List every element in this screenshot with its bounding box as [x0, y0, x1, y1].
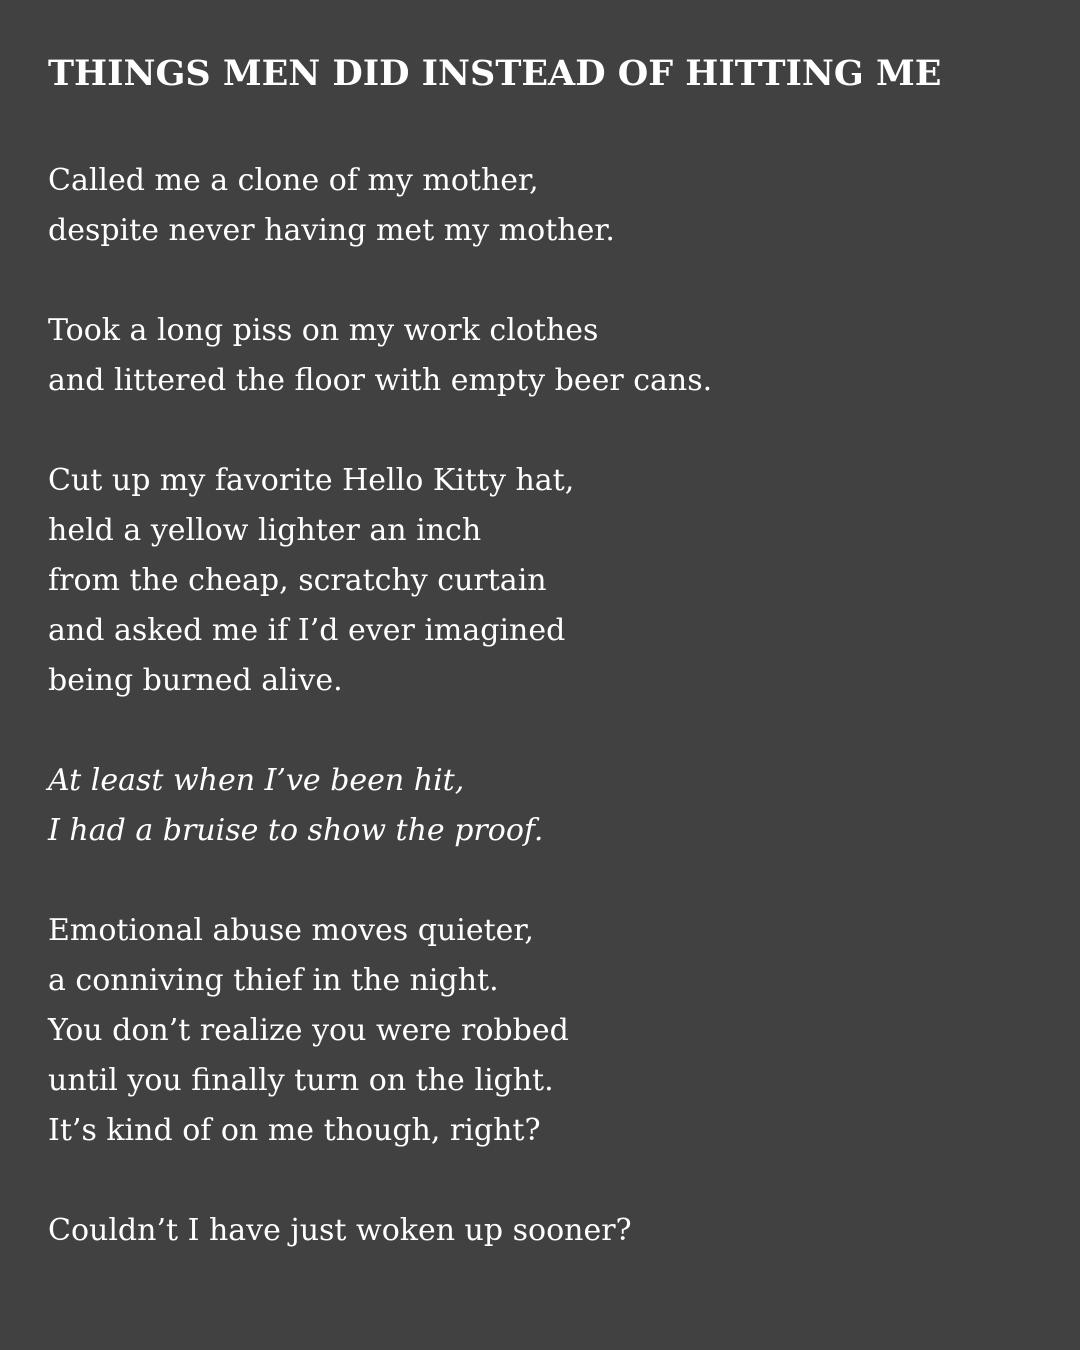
poem-line: It’s kind of on me though, right? — [48, 1113, 541, 1148]
poem-line: Couldn’t I have just woken up sooner? — [48, 1213, 632, 1248]
poem-line: Emotional abuse moves quieter, — [48, 913, 534, 948]
poem-line-italic: I had a bruise to show the proof. — [48, 813, 544, 848]
stanza-3 — [48, 456, 1032, 706]
poem-line: from the cheap, scratchy curtain — [48, 563, 547, 598]
poem-line: and littered the floor with empty beer cans. — [48, 363, 713, 398]
poem-line: Cut up my favorite Hello Kitty hat, — [48, 463, 575, 498]
poem-line: Took a long piss on my work clothes — [48, 313, 599, 348]
poem-line: a conniving thief in the night. — [48, 963, 499, 998]
poem-title: THINGS MEN DID INSTEAD OF HITTING ME — [48, 53, 942, 94]
stanza-4-italic — [48, 756, 1032, 856]
poem-line: and asked me if I’d ever imagined — [48, 613, 566, 648]
stanza-6 — [48, 1206, 1032, 1256]
stanza-1 — [48, 156, 1032, 256]
poem-line: You don’t realize you were robbed — [48, 1013, 569, 1048]
stanza-2 — [48, 306, 1032, 406]
poem-line: Called me a clone of my mother, — [48, 163, 539, 198]
poem-line: until you finally turn on the light. — [48, 1063, 554, 1098]
stanza-5 — [48, 906, 1032, 1156]
poem-line: held a yellow lighter an inch — [48, 513, 482, 548]
poem-line-italic: At least when I’ve been hit, — [48, 763, 465, 798]
poem-line: being burned alive. — [48, 663, 343, 698]
poem-line: despite never having met my mother. — [48, 213, 615, 248]
